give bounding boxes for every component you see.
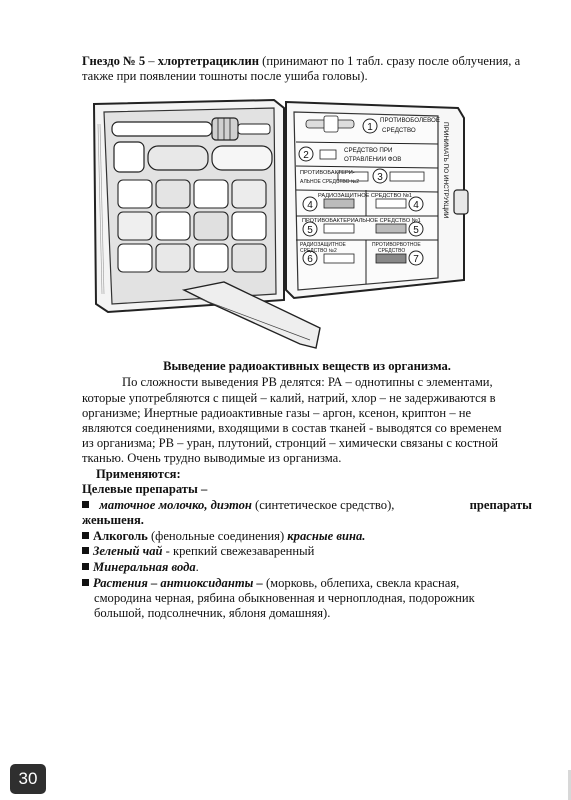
item1-a: маточное молочко, <box>99 498 208 512</box>
item2-a: Алкоголь <box>93 529 148 543</box>
item3-a: Зеленый чай <box>93 544 163 558</box>
applied-heading: Применяются: <box>96 467 181 481</box>
lid-label-1b: СРЕДСТВО <box>382 127 416 134</box>
lid-label-6b: СРЕДСТВО №2 <box>300 248 337 254</box>
list-item-4 <box>82 560 532 575</box>
lid-num-7: 7 <box>413 254 419 265</box>
list-item-5-line-2: смородина черная, рябина обыкновенная и черноплодная, подорожник <box>94 591 475 605</box>
list-item-1 <box>82 498 532 513</box>
lid-num-5b: 5 <box>413 225 419 236</box>
lid-label-2b: ОТРАВЛЕНИИ ФОВ <box>344 156 402 163</box>
lid-side-label: ПРИНИМАТЬ ПО ИНСТРУКЦИИ <box>442 122 449 219</box>
lid-label-6a: РАДИОЗАЩИТНОЕ <box>300 242 346 248</box>
item5-a: Растения – антиоксиданты – <box>93 576 263 590</box>
lid-label-5: ПРОТИВОБАКТЕРИАЛЬНОЕ СРЕДСТВО №1 <box>302 218 421 224</box>
para-line-1: По сложности выведения РВ делятся: РА – однотипны с элементами, <box>122 375 493 389</box>
lid-label-3b: АЛЬНОЕ СРЕДСТВО №2 <box>300 179 359 185</box>
para-line-6: тканью. Очень трудно выводимые из организма. <box>82 451 342 465</box>
lid-num-4b: 4 <box>413 200 419 211</box>
intro-label: Гнездо № 5 <box>82 54 146 68</box>
item4-b: . <box>195 560 199 574</box>
lid-num-2: 2 <box>303 150 309 161</box>
intro-line-1 <box>82 54 532 69</box>
targeted-heading: Целевые препараты – <box>82 482 208 496</box>
item5-b: (морковь, облепиха, свекла красная, <box>262 576 460 590</box>
lid-num-6: 6 <box>307 254 313 265</box>
lid-num-5: 5 <box>307 225 313 236</box>
page-number-badge: 30 <box>10 764 46 794</box>
para-line-4: являются соединениями, входящими в состав тканей - выводятся со временем <box>82 421 502 435</box>
list-item-2 <box>82 529 532 544</box>
item2-c: красные вина. <box>287 529 366 543</box>
item1-d: препараты <box>469 498 532 512</box>
lid-label-7b: СРЕДСТВО <box>378 248 406 254</box>
lid-label-3a: ПРОТИВОБАКТЕРИ- <box>300 170 355 176</box>
intro-drug: хлортетрациклин <box>157 54 259 68</box>
item1-c: (синтетическое средство), <box>251 498 395 512</box>
first-aid-kit-illustration <box>88 94 476 358</box>
intro-dash: – <box>145 54 158 68</box>
lid-label-2a: СРЕДСТВО ПРИ <box>344 147 393 154</box>
para-line-3: организме; Инертные радиоактивные газы – аргон, ксенон, криптон – не <box>82 406 472 420</box>
lid-label-7a: ПРОТИВОРВОТНОЕ <box>372 242 421 248</box>
intro-line-2: также при появлении тошноты после ушиба головы). <box>82 69 368 83</box>
lid-label-4: РАДИОЗАЩИТНОЕ СРЕДСТВО №1 <box>318 193 413 199</box>
item1-b: диэтон <box>210 498 252 512</box>
bullet-icon <box>82 547 89 554</box>
bullet-icon <box>82 579 89 586</box>
lid-num-1: 1 <box>367 122 373 133</box>
para-line-2: которые употребляются с пищей – калий, натрий, хлор – не задерживаются в <box>82 391 496 405</box>
item2-b: (фенольные соединения) <box>147 529 288 543</box>
lid-num-4: 4 <box>307 200 313 211</box>
bullet-icon <box>82 532 89 539</box>
section-heading: Выведение радиоактивных веществ из организма. <box>163 359 451 373</box>
bullet-icon <box>82 501 89 508</box>
list-item-3 <box>82 544 532 559</box>
item4-a: Минеральная вода <box>93 560 196 574</box>
list-item-5 <box>82 576 532 591</box>
bullet-icon <box>82 563 89 570</box>
list-item-1-cont: женьшеня. <box>82 513 144 527</box>
list-item-5-line-3: большой, подсолнечник, яблоня домашняя). <box>94 606 331 620</box>
lid-num-3: 3 <box>377 172 383 183</box>
para-line-5: из организма; РВ – уран, плутоний, стронций – химически связаны с костной <box>82 436 499 450</box>
item3-b: - крепкий свежезаваренный <box>162 544 315 558</box>
intro-rest: (принимают по 1 табл. сразу после облучения, а <box>259 54 521 68</box>
lid-label-1a: ПРОТИВОБОЛЕВОЕ <box>380 117 440 124</box>
